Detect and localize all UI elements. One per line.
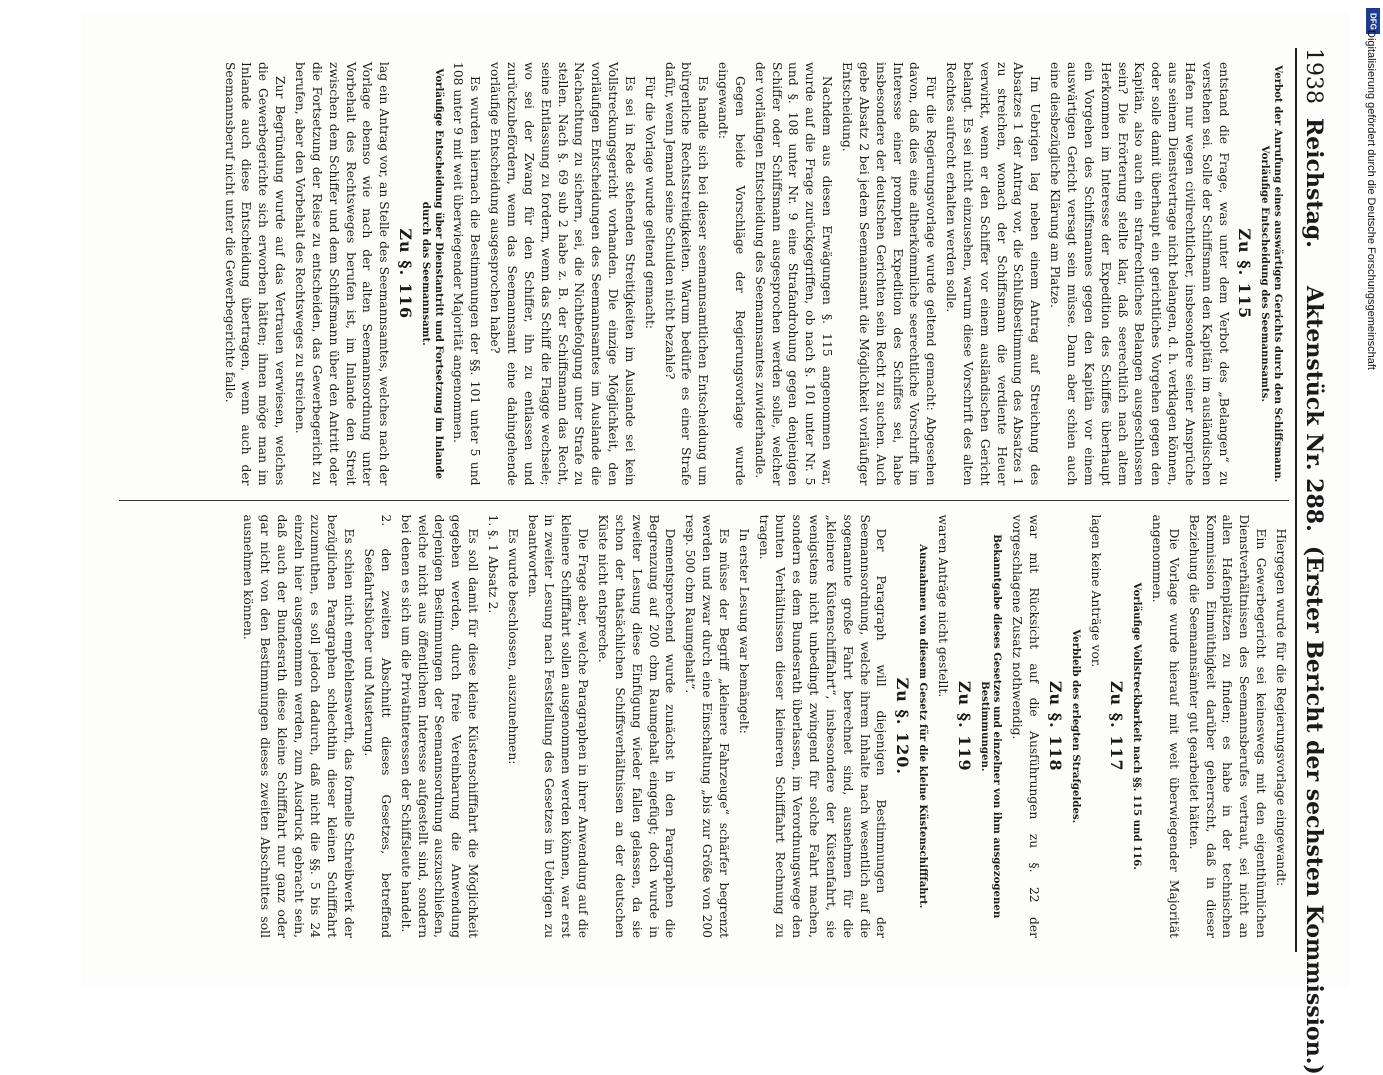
credit-text: Digitalisierung gefördert durch die Deutsche Forschungsgemeinschaft	[1365, 30, 1377, 370]
header-left: Reichstag.	[1301, 118, 1327, 248]
body-paragraph: Es sei in Rede stehenden Streitigkeiten im Auslande sei kein Vollstreckungsgericht vorhanden. Die einzige Möglichkeit, den vorläufigen Entscheidungen des Seemannsamtes im Auslande die Nachachtung zu sichern, sei, die Nichtbefolgung unter Strafe zu stellen. Nach §. 69 sub 2 habe z. B. der Schiffsmann das Recht, seine Entlassung zu fordern, wenn das Schiff die Flagge wechsele; wo sei der Zwang für den Schiffer, ihn zu entlassen und zurückzubefördern, wenn das Seemannsamt eine dahingehende vorläufige Entscheidung ausgesprochen habe?	[488, 62, 637, 486]
dfg-logo-icon: DFG	[1366, 8, 1380, 34]
body-paragraph: Der Paragraph will diejenigen Bestimmungen der Seemannsordnung, welche ihrem Inhalte nach wesentlich auf die sogenannte große Fahrt berechnet sind, ausnehmen für die „kleinere Küstenschifffahrt“, insbesondere der Küstenfahrt, sie wenigstens nicht unbedingt zwingend für solche Fahrt machen, sondern es dem Bundesrath überlassen, im Verordnungswege den bunten Verhältnissen dieser kleineren Schifffahrt Rechnung zu tragen.	[756, 514, 889, 938]
header-running-title: (Erster Bericht der sechsten Kommission.)	[1301, 545, 1327, 1075]
document-page	[81, 12, 1349, 1075]
paragraph-heading: Zu §. 115	[1235, 228, 1255, 320]
body-paragraph: Für die Regierungsvorlage wurde geltend gemacht: Abgesehen davon, daß dies eine altherkömmliche seerechtliche Vorschrift im Interesse einer prompten Expedition des Schiffes sei, habe insbesondere der deutschen Gerichten sein Recht zu suchen. Auch gebe Absatz 2 bei jedem Seemannsamt die Möglichkeit vorläufiger Entscheidung.	[840, 62, 939, 486]
body-paragraph: Ein Gewerbegericht sei keineswegs mit den eigenthümlichen Dienstverhältnissen des Seemannsberufes vertraut, sei nicht an allen Hafenplätzen zu finden; es habe in der technischen Kommission Einmüthigkeit darüber geherrscht, daß in dieser Beziehung die Seemannsämter gut gearbeitet hätten.	[1186, 514, 1269, 938]
body-paragraph: Für die Vorlage wurde geltend gemacht:	[642, 76, 657, 329]
digitization-credit	[1355, 30, 1379, 830]
body-paragraph: Nachdem aus diesen Erwägungen §. 115 angenommen war, wurde auf die Frage zurückgegriffen, ob nach §. 101 unter Nr. 5 und §. 108 unter Nr. 9 eine Strafandrohung gegen denjenigen Schiffer oder Schiffsmann ausgesprochen werden solle, welcher der vorläufigen Entscheidung des Seemannsamtes zuwiderhandle.	[752, 62, 835, 486]
body-paragraph: In erster Lesung war bemängelt:	[736, 528, 751, 734]
paragraph-heading: Zu §. 118	[1046, 680, 1065, 772]
section-subheading: Vorläufige Vollstreckbarkeit nach §§. 115 und 116.	[1131, 582, 1144, 870]
body-paragraph: Es soll damit für diese kleine Küstenschifffahrt die Möglichkeit gegeben werden, durch freie Vereinbarung die Anwendung derjenigen Bestimmungen der Seemannsordnung auszuschließen, welche nicht aus öffentlichem Interesse aufgestellt sind, sondern bei denen es sich um die Privatinteressen der Schiffsleute handelt.	[398, 514, 481, 938]
body-paragraph: Zur Begründung wurde auf das Vertrauen verwiesen, welches die Gewerbegerichte sich erworben hätten; ihnen möge man im Inlande auch diese Entscheidung übertragen, wenn auch der Seemannsberuf nicht unter die Gewerbegerichte falle.	[222, 62, 288, 486]
body-paragraph: Es wurde beschlossen, auszunehmen:	[505, 528, 520, 765]
body-paragraph: Im Uebrigen lag neben einem Antrag auf Streichung des Absatzes 1 der Antrag vor, die Schlußbestimmung des Absatzes 1 zu streichen, wonach der Schiffsmann die verdiente Heuer verwirkt, wenn er den Schiffer vor einem ausländischen Gericht belangt. Es sei nicht einzusehen, warum diese Vorschrift des alten Rechtes aufrecht erhalten werden solle.	[944, 62, 1043, 486]
paragraph-heading: Zu §. 117	[1107, 680, 1127, 772]
body-paragraph: Dementsprechend wurde zunächst in den Paragraphen die Begrenzung auf 200 cbm Raumgehalt eingefügt; doch wurde in zweiter Lesung diese Einfügung wieder fallen gelassen, da sie schon der thatsächlichen Schiffsverhältnissen an der deutschen Küste nicht entspreche.	[596, 514, 678, 938]
paragraph-heading: Zu §. 119	[954, 680, 974, 772]
right-column	[119, 500, 1289, 953]
list-item-number: 1. §. 1 Absatz 2.	[485, 514, 500, 614]
paragraph-heading: Zu §. 120.	[893, 677, 913, 775]
list-item	[484, 515, 501, 939]
body-paragraph: Gegen beide Vorschläge der Regierungsvorlage wurde eingewandt:	[716, 62, 747, 486]
section-subheading: Verbleib des erlegten Strafgeldes.	[1069, 629, 1082, 824]
body-paragraph: Die Vorlage wurde hierauf mit weit überwiegender Majorität angenommen.	[1150, 514, 1181, 938]
left-column	[119, 48, 1289, 500]
section-subheading: Vorläufige Entscheidung über Dienstantritt und Fortsetzung im Inlande durch das Seemannsamt.	[419, 68, 445, 480]
list-item	[360, 515, 394, 939]
paragraph-heading: Zu §. 116	[396, 228, 416, 320]
header-center: Aktenstück Nr. 288.	[1301, 285, 1327, 532]
page-number: 1938	[1301, 48, 1326, 104]
section-subheading: Verbot der Anrufung eines auswärtigen Gerichts durch den Schiffsmann. Vorläufige Entscheidung des Seemannsamts.	[1259, 65, 1284, 483]
body-paragraph: Es müsse der Begriff „kleinere Fahrzeuge“ schärfer begrenzt werden und zwar durch eine Einschaltung „bis zur Größe von 200 resp. 500 cbm Raumgehalt“.	[683, 514, 731, 938]
body-paragraph: war mit Rücksicht auf die Ausführungen zu §. 22 der vorgeschlagene Zusatz nothwendig.	[1010, 514, 1042, 938]
text-columns	[119, 48, 1289, 952]
body-paragraph: Die Frage aber, welche Paragraphen in ihrer Anwendung auf die kleinere Schifffahrt sollen ausgenommen werden können, war erst in zweiter Lesung nach Feststellung des Gesetzes im Uebrigen zu beantworten.	[525, 514, 591, 938]
list-item-number: 2.	[378, 514, 393, 527]
list-item-text: den zweiten Abschnitt dieses Gesetzes, betreffend Seefahrtsbücher und Musterung.	[362, 548, 393, 938]
body-paragraph: Es handle sich bei dieser seemannsamtlichen Entscheidung um bürgerliche Rechtsstreitigkeiten. Warum bedürfe es einer Strafe dafür, wenn Jemand seine Schulden nicht bezahle?	[662, 62, 711, 486]
body-paragraph: lagen keine Anträge vor.	[1088, 514, 1103, 668]
body-paragraph: entstand die Frage, was unter dem Verbot des „Belangen“ zu verstehen sei. Solle der Schiffsmann den Kapitän im ausländischen Hafen nur wegen civilrechtlicher, insbesondere seiner Ansprüche aus seinem Dienstvertrage nicht belangen, d. h. verklagen können, oder solle damit überhaupt ein gerichtliches Vorgehen gegen den Kapitän, also auch ein strafrechtliches Belangen ausgeschlossen sein? Die Erörterung stellte klar, daß seerechtlich nach altem Herkommen im Interesse der Expedition des Schiffes überhaupt ein Vorgehen des Schiffsmannes gegen den Kapitän vor einem auswärtigen Gericht versagt sein müsse. Dann aber schien auch eine diesbezügliche Klärung am Platze.	[1048, 62, 1231, 486]
body-paragraph: Hiergegen wurde für die Regierungsvorlage eingewandt:	[1274, 528, 1288, 887]
section-subheading: Bekanntgabe dieses Gesetzes und einzelner von ihm ausgezogenen Bestimmungen.	[978, 534, 1004, 919]
body-paragraph: Es wurden hiernach die Bestimmungen der §§. 101 unter 5 und 108 unter 9 mit weit überwiegender Majorität angenommen.	[451, 62, 483, 486]
section-subheading: Ausnahmen von diesem Gesetz für die kleine Küstenschifffahrt.	[917, 544, 930, 909]
body-paragraph: Es schien nicht empfehlenswerth, das formelle Schreibwerk der bezüglichen Paragraphen schlechthin dieser kleinen Schifffahrt zuzumuthen, es soll jedoch dadurch, daß nicht die §§. 5 bis 24 einzeln hier ausgenommen werden, zum Ausdruck gebracht sein, daß auch der Bundesrath diese kleine Schifffahrt nur ganz oder gar nicht von den Bestimmungen dieses zweiten Abschnittes soll ausnehmen können.	[241, 514, 357, 938]
body-paragraph: lag ein Antrag vor, an Stelle des Seemannsamtes, welches nach der Vorlage ebenso wie nach der alten Seemannsordnung unter Vorbehalt des Rechtsweges berufen ist, im Inlande den Streit zwischen dem Schiffer und dem Schiffsmann über den Antritt oder die Fortsetzung der Reise zu entscheiden, das Gewerbegericht zu berufen, aber den Vorbehalt des Rechtsweges zu streichen.	[293, 62, 392, 486]
body-paragraph: waren Anträge nicht gestellt.	[936, 514, 950, 698]
page-header	[1295, 48, 1327, 1075]
